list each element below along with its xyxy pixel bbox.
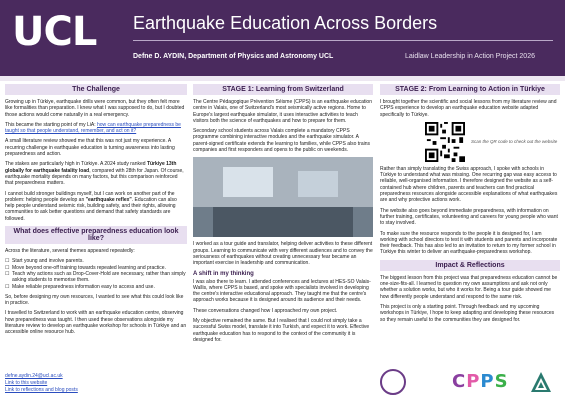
stage2-p1: I brought together the scientific and social lessons from my literature review and CPPS experience to develop an earthquake education website adapted specifically to Türkiye.: [380, 99, 557, 118]
section-title-effective: What does effective preparedness education look like?: [5, 226, 187, 244]
footer-links: [5, 373, 78, 394]
effective-p6: So, before designing my own resources, I wanted to see what this could look like in practice.: [5, 293, 184, 307]
hes-so-logo-icon: [530, 371, 552, 393]
section-title-stage1: STAGE 1: Learning from Switzerland: [193, 84, 373, 95]
stage1-p6: My objective remained the same. But I realised that I could not simply take a successful Swiss model, translate it into Turkish, and expect it to work. Effective earthquake education has to respond to the context of the community it is designed for.: [193, 318, 370, 343]
list-item: ☐ Move beyond one-off training towards repeated learning and practice.: [5, 265, 187, 271]
challenge-p3: A small literature review showed me that this was not just my experience. A recurring challenge in earthquake education is turning awareness into lasting preparedness and action.: [5, 138, 175, 158]
challenge-p4: The stakes are particularly high in Türkiye. A 2024 study ranked Türkiye 13th globally for earthquake fatality load, compared with 28th for Japan. Of course, earthquake mortality depends on many factors, but this comparison reinforced that preparedness matters.: [5, 161, 184, 187]
partner-logos: [380, 369, 560, 395]
qr-code-icon[interactable]: [425, 122, 465, 162]
stage2-p4: To make sure the resource responds to the people it is designed for, I am working with school directors to test it with students and parents and incorporate their feedback. This has also led to an invitation to return to my former school in Türkiye this winter to deliver an earthquake-preparedness workshop.: [380, 230, 558, 256]
challenge-p2: This became the starting point of my LiA: how can earthquake preparedness be taught so that people understand, remember, and act on it?: [5, 121, 181, 135]
challenge-p1: Growing up in Türkiye, earthquake drills were common, but they often felt more like formalities than preparation. I knew what I was supposed to do, but I doubted those actions would come naturally in a real emergency.: [5, 99, 185, 118]
website-link[interactable]: Link to this website: [5, 380, 48, 386]
qr-caption: Scan the QR code to check out the website: [471, 139, 558, 145]
stage1-p3: I worked as a tour guide and translator, helping deliver activities to these different groups. Learning to communicate with very different audiences and to convey the seriousness of earthquakes without creating unnecessary fear became an important exercise in leadership and communication.: [193, 241, 373, 267]
shift-subtitle: A shift in my thinking: [193, 270, 254, 277]
stage2-p2: Rather than simply translating the Swiss approach, I spoke with schools in Türkiye to understand what was missing. One recurring gap was easy access to reliable, well-organised information. I therefore designed the website as a self-contained hub where children, parents and teachers can find practical preparedness resources alongside accessible explanations of what earthquakes are and why protective actions work.: [380, 165, 558, 204]
research-question-link[interactable]: how can earthquake preparedness be taught so that people understand, remember, and act on it?: [5, 121, 181, 135]
stage1-p4: I was also there to learn. I attended conferences and lectures at HES-SO Valais-Wallis, where CPPS is based, and spoke with specialists involved in developing the centre's interactive educational approach. They taught me that the centre's approach works because it is designed around its audience and their needs.: [193, 278, 371, 304]
effective-p7: I travelled to Switzerland to work with an earthquake education centre, observing how preparedness was taught. I then used these observations alongside my literature review to develop an earthquake workshop for schools in Türkiye and an accessible online resource hub.: [5, 310, 187, 336]
column-stage1: [193, 84, 373, 347]
qr-block: [380, 122, 560, 162]
section-title-impact: Impact & Reflections: [380, 260, 560, 271]
impact-p5: The biggest lesson from this project was that preparedness education cannot be one-size-fits-all. I learned to question my own assumptions and ask not only whether a solution works, but who it works for. Being a tour guide showed me how differently people understand and respond to the same risk.: [380, 274, 558, 300]
header-strip: [0, 76, 565, 81]
column-stage2: [380, 84, 560, 327]
section-title-challenge: The Challenge: [5, 84, 187, 95]
author-line: Defne D. AYDIN, Department of Physics and Astronomy UCL: [133, 53, 334, 60]
stage1-p2: Secondary school students across Valais complete a mandatory CPPS programme combining interactive modules and the earthquake simulator. A parent-signed certificate extends the learning to families, while CPPS also trains companies and first responders and opens to the public on weekends.: [193, 128, 371, 154]
blog-link[interactable]: Link to reflections and blog posts: [5, 387, 78, 393]
column-challenge: [5, 84, 187, 340]
laidlaw-badge-icon: [380, 369, 406, 395]
challenge-p5: I cannot build stronger buildings myself, but I can work on another part of the problem: helping people develop an "earthquake reflex". Education can also help people understand seismic risk, building safety, and their rights, allowing communities to ask better questions and demand that safety standards are followed.: [5, 190, 177, 222]
stage1-p5: These conversations changed how I approached my own project.: [193, 307, 338, 314]
header-banner: [0, 0, 565, 76]
list-item: ☐ Make reliable preparedness information easy to access and use.: [5, 284, 187, 290]
effective-intro: Across the literature, several themes appeared repeatedly:: [5, 248, 135, 255]
impact-p6: This project is only a starting point. Through feedback and my upcoming workshops in Türkiye, I hope to keep adapting and developing these resources so they remain useful to the communities they are designed for.: [380, 303, 555, 323]
ucl-logo: UCL: [12, 9, 97, 55]
cpps-logo: CPPS: [452, 371, 509, 392]
section-title-stage2: STAGE 2: From Learning to Action in Türkiye: [380, 84, 560, 95]
email-link[interactable]: defne.aydin.24@ucl.ac.uk: [5, 373, 63, 379]
list-item: ☐ Start young and involve parents.: [5, 258, 187, 264]
stage1-p1: The Centre Pédagogique Prévention Séisme (CPPS) is an earthquake education centre in Valais, one of Switzerland's most seismically active regions. Home to Europe's largest earthquake simulator, it uses interactive activities to teach visitors both the science of earthquakes and how to prepare for them.: [193, 99, 372, 124]
list-item: ☐ Teach why actions such as Drop-Cover-Hold are necessary, rather than simply asking students to memorise them.: [5, 271, 187, 284]
project-line: Laidlaw Leadership in Action Project 2026: [405, 53, 535, 60]
cpps-photo: [193, 157, 373, 237]
effective-list: [5, 258, 187, 289]
title-rule: [133, 40, 553, 41]
poster-title: Earthquake Education Across Borders: [133, 13, 438, 33]
stage2-p3: The website also goes beyond immediate preparedness, with information on further training, certificates, volunteering and careers for young people who want to stay involved.: [380, 207, 558, 227]
